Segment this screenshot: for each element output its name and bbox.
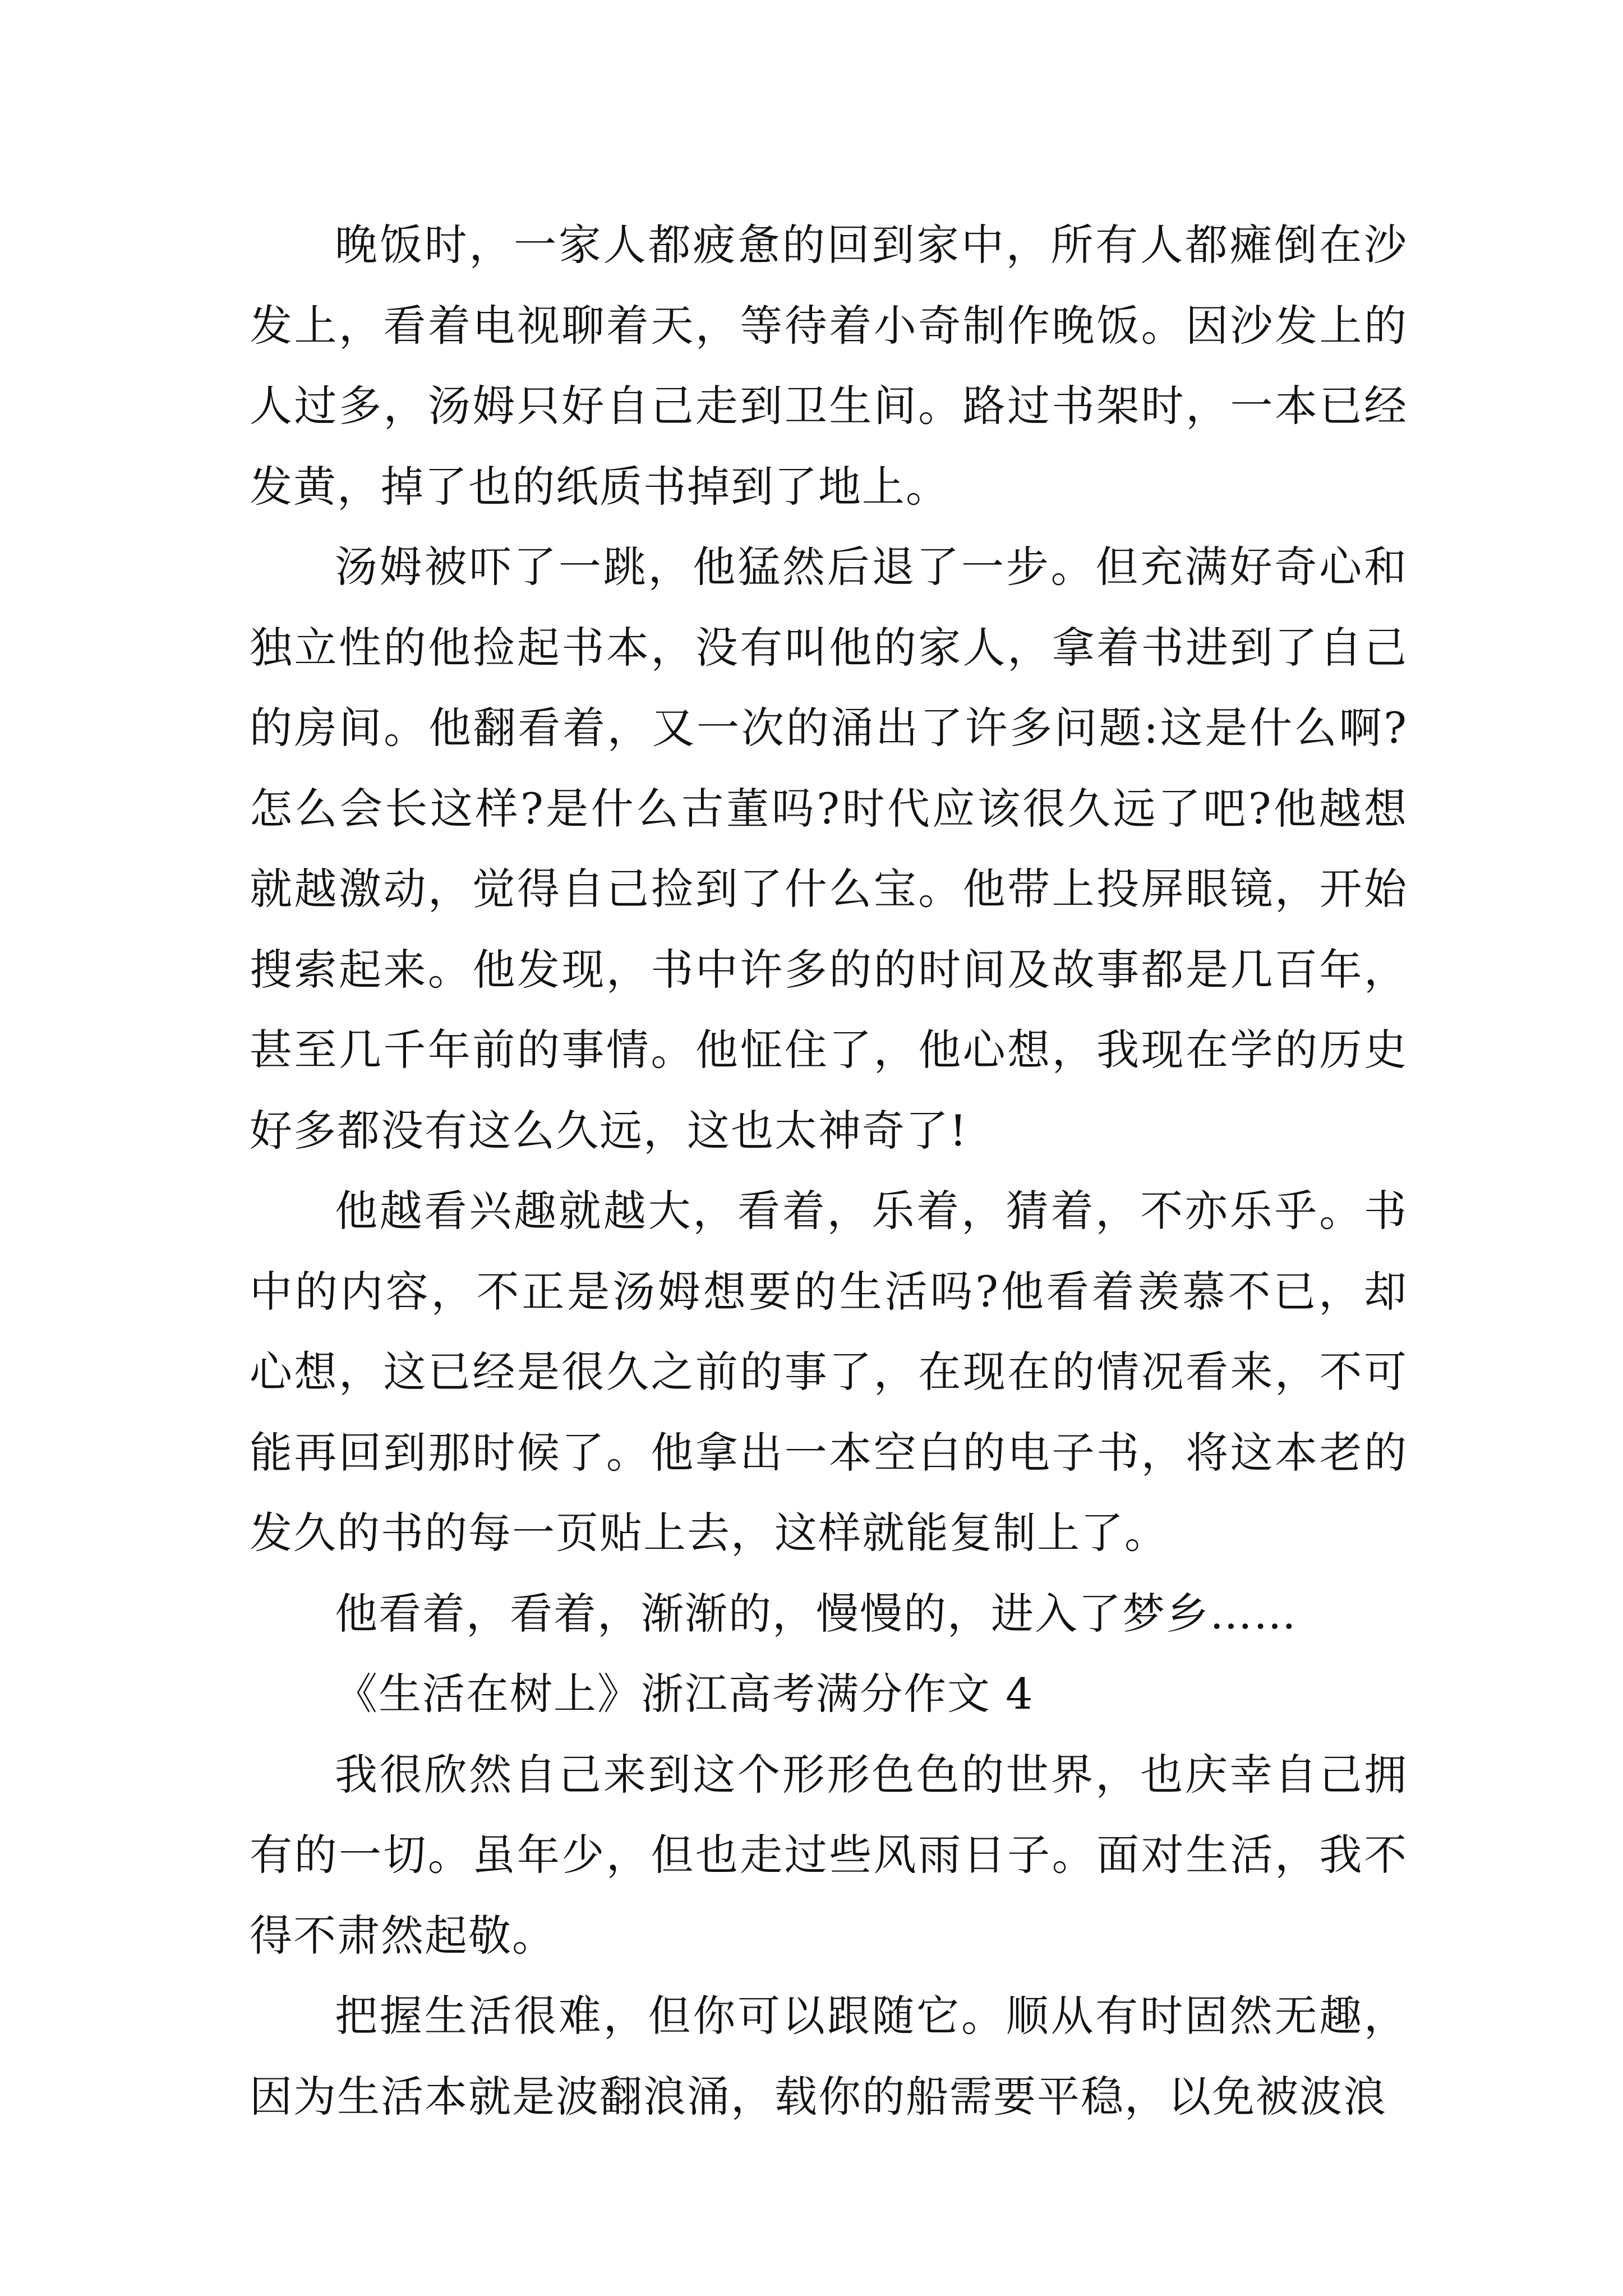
text-column bbox=[250, 205, 1408, 2137]
paragraph-4: 他看着，看着，渐渐的，慢慢的，进入了梦乡…… bbox=[335, 1588, 1297, 1639]
paragraph-3: 他越看兴趣就越大，看着，乐着，猜着，不亦乐乎。书中的内容，不正是汤姆想要的生活吗?他看着羡慕不已，却心想，这已经是很久之前的事了，在现在的情况看来，不可能再回到那时候了。他拿出一本空白的电子书，将这本老的发久的书的每一页贴上去，这样就能复制上了。 bbox=[250, 1186, 1408, 1558]
paragraph-1: 晚饭时，一家人都疲惫的回到家中，所有人都瘫倒在沙发上，看着电视聊着天，等待着小奇制作晚饭。因沙发上的人过多，汤姆只好自己走到卫生间。路过书架时，一本已经发黄，掉了也的纸质书掉到了地上。 bbox=[250, 220, 1408, 512]
essay-heading: 《生活在树上》浙江高考满分作文 4 bbox=[335, 1669, 1034, 1719]
paragraph-6: 把握生活很难，但你可以跟随它。顺从有时固然无趣，因为生活本就是波翻浪涌，载你的船需要平稳，以免被波浪 bbox=[250, 1991, 1408, 2122]
paragraph-2: 汤姆被吓了一跳，他猛然后退了一步。但充满好奇心和独立性的他捡起书本，没有叫他的家人，拿着书进到了自己的房间。他翻看着，又一次的涌出了许多问题:这是什么啊?怎么会长这样?是什么古董吗?时代应该很久远了吧?他越想就越激动，觉得自己捡到了什么宝。他带上投屏眼镜，开始搜索起来。他发现，书中许多的的时间及故事都是几百年，甚至几千年前的事情。他怔住了，他心想，我现在学的历史好多都没有这么久远，这也太神奇了! bbox=[250, 542, 1408, 1156]
paragraph-5: 我很欣然自己来到这个形形色色的世界，也庆幸自己拥有的一切。虽年少，但也走过些风雨日子。面对生活，我不得不肃然起敬。 bbox=[250, 1749, 1408, 1961]
